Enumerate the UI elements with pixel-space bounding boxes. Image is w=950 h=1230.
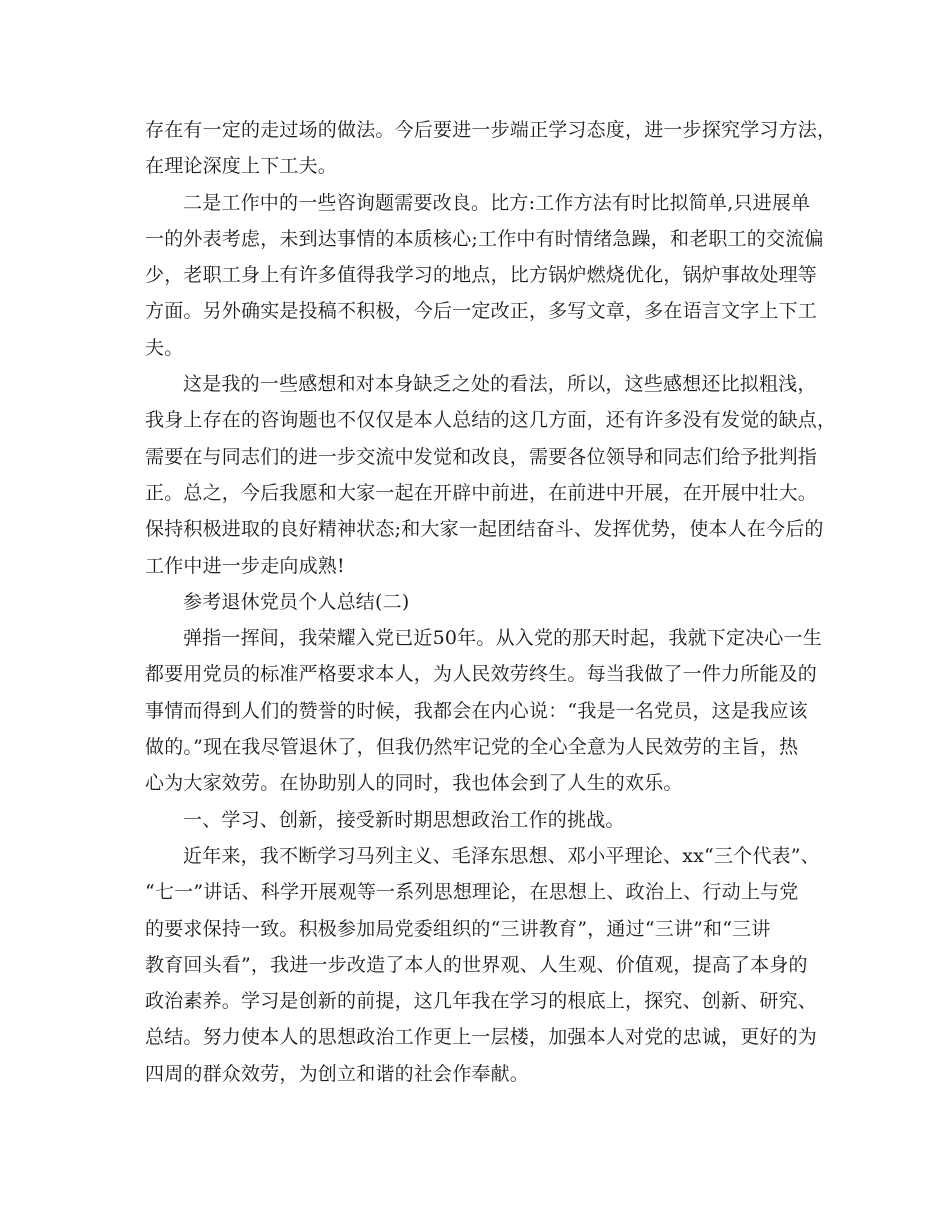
section-heading: 参考退休党员个人总结(二) bbox=[183, 590, 410, 613]
text-line: 保持积极进取的良好精神状态;和大家一起团结奋斗、发挥优势，使本人在今后的 bbox=[145, 518, 824, 541]
text-line: 正。总之，今后我愿和大家一起在开辟中前进，在前进中开展，在开展中壮大。 bbox=[145, 481, 818, 504]
document-body bbox=[145, 112, 837, 1092]
text-line: 的要求保持一致。积极参加局党委组织的“三讲教育”，通过“三讲”和“三讲 bbox=[145, 917, 771, 940]
text-line: 少，老职工身上有许多值得我学习的地点，比方锅炉燃烧优化，锅炉事故处理等 bbox=[145, 264, 818, 287]
text-line: 事情而得到人们的赞誉的时候，我都会在内心说：“我是一名党员，这是我应该 bbox=[145, 699, 808, 722]
text-line: 在理论深度上下工夫。 bbox=[145, 155, 338, 178]
text-line: 教育回头看”，我进一步改造了本人的世界观、人生观、价值观，提高了本身的 bbox=[145, 953, 808, 976]
text-line: “七一”讲话、科学开展观等一系列思想理论，在思想上、政治上、行动上与党 bbox=[145, 881, 799, 904]
text-line: 一的外表考虑，未到达事情的本质核心;工作中有时情绪急躁，和老职工的交流偏 bbox=[145, 227, 824, 250]
text-line: 四周的群众效劳，为创立和谐的社会作奉献。 bbox=[145, 1062, 530, 1085]
text-line: 总结。努力使本人的思想政治工作更上一层楼，加强本人对党的忠诚，更好的为 bbox=[145, 1026, 818, 1049]
text-line: 二是工作中的一些咨询题需要改良。比方:工作方法有时比拟简单,只进展单 bbox=[183, 191, 811, 214]
subsection-heading: 一、学习、创新，接受新时期思想政治工作的挑战。 bbox=[183, 808, 625, 831]
text-line: 做的。”现在我尽管退休了，但我仍然牢记党的全心全意为人民效劳的主旨，热 bbox=[145, 736, 799, 759]
text-line: 存在有一定的走过场的做法。今后要进一步端正学习态度，进一步探究学习方法， bbox=[145, 119, 837, 141]
text-line: 心为大家效劳。在协助别人的同时，我也体会到了人生的欢乐。 bbox=[145, 772, 683, 795]
text-line: 政治素养。学习是创新的前提，这几年我在学习的根底上，探究、创新、研究、 bbox=[145, 990, 818, 1013]
text-line: 弹指一挥间，我荣耀入党已近50年。从入党的那天时起，我就下定决心一生 bbox=[183, 627, 822, 650]
text-line: 近年来，我不断学习马列主义、毛泽东思想、邓小平理论、xx“三个代表”、 bbox=[183, 844, 820, 867]
text-line: 这是我的一些感想和对本身缺乏之处的看法，所以，这些感想还比拟粗浅， bbox=[183, 373, 817, 396]
text-line: 都要用党员的标准严格要求本人，为人民效劳终生。每当我做了一件力所能及的 bbox=[145, 663, 818, 686]
text-line: 工作中进一步走向成熟! bbox=[145, 554, 345, 577]
text-line: 方面。另外确实是投稿不积极，今后一定改正，多写文章，多在语言文字上下工 bbox=[145, 300, 818, 323]
text-line: 夫。 bbox=[145, 336, 184, 359]
text-line: 我身上存在的咨询题也不仅仅是本人总结的这几方面，还有许多没有发觉的缺点， bbox=[145, 409, 837, 432]
text-line: 需要在与同志们的进一步交流中发觉和改良，需要各位领导和同志们给予批判指 bbox=[145, 445, 818, 468]
